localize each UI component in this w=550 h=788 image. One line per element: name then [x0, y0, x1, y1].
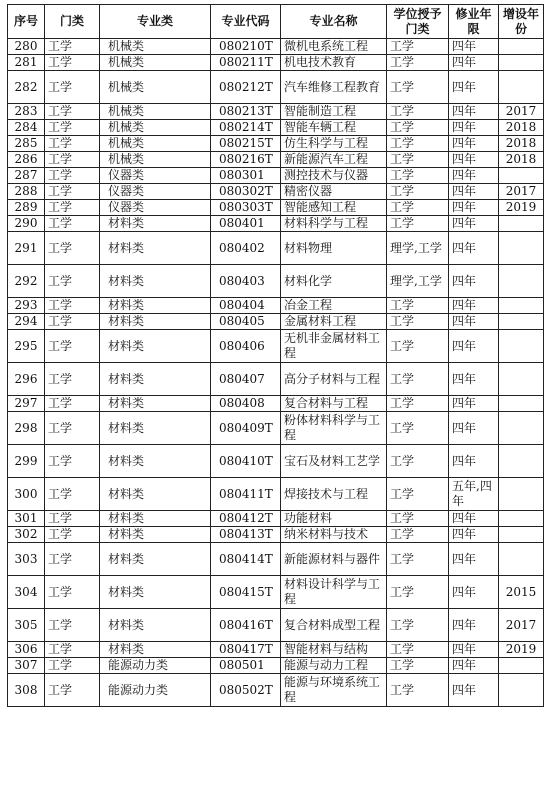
- table-row: [8, 298, 544, 314]
- cell-seq: 302: [8, 527, 45, 543]
- cell-degree: 理学,工学: [387, 232, 449, 265]
- cell-seq: 291: [8, 232, 45, 265]
- table-row: [8, 330, 544, 363]
- table-row: [8, 184, 544, 200]
- cell-code: 080303T: [211, 200, 281, 216]
- cell-code: 080413T: [211, 527, 281, 543]
- cell-name: 智能制造工程: [281, 104, 387, 120]
- cell-year: [499, 527, 544, 543]
- cell-length: 四年: [449, 71, 499, 104]
- cell-year: 2017: [499, 184, 544, 200]
- cell-degree: 工学: [387, 543, 449, 576]
- cell-seq: 307: [8, 658, 45, 674]
- cell-seq: 292: [8, 265, 45, 298]
- cell-length: 四年: [449, 314, 499, 330]
- cell-code: 080401: [211, 216, 281, 232]
- cell-seq: 294: [8, 314, 45, 330]
- cell-code: 080301: [211, 168, 281, 184]
- cell-code: 080502T: [211, 674, 281, 707]
- cell-year: [499, 445, 544, 478]
- cell-length: 四年: [449, 168, 499, 184]
- cell-length: 四年: [449, 609, 499, 642]
- cell-degree: 工学: [387, 216, 449, 232]
- table-row: [8, 216, 544, 232]
- cell-year: [499, 363, 544, 396]
- cell-code: 080404: [211, 298, 281, 314]
- cell-name: 精密仪器: [281, 184, 387, 200]
- cell-year: [499, 478, 544, 511]
- cell-length: 四年: [449, 642, 499, 658]
- cell-name: 无机非金属材料工程: [281, 330, 387, 363]
- cell-door: 工学: [45, 642, 100, 658]
- cell-year: [499, 658, 544, 674]
- cell-degree: 工学: [387, 478, 449, 511]
- cell-seq: 293: [8, 298, 45, 314]
- cell-degree: 工学: [387, 363, 449, 396]
- cell-category: 材料类: [100, 511, 211, 527]
- cell-name: 粉体材料科学与工程: [281, 412, 387, 445]
- table-row: [8, 674, 544, 707]
- cell-category: 材料类: [100, 445, 211, 478]
- cell-seq: 304: [8, 576, 45, 609]
- cell-category: 材料类: [100, 478, 211, 511]
- cell-seq: 298: [8, 412, 45, 445]
- cell-category: 材料类: [100, 363, 211, 396]
- cell-code: 080412T: [211, 511, 281, 527]
- cell-seq: 305: [8, 609, 45, 642]
- header-code: 专业代码: [211, 5, 281, 39]
- cell-seq: 308: [8, 674, 45, 707]
- cell-seq: 295: [8, 330, 45, 363]
- cell-degree: 工学: [387, 330, 449, 363]
- cell-length: 四年: [449, 445, 499, 478]
- cell-degree: 工学: [387, 658, 449, 674]
- cell-code: 080408: [211, 396, 281, 412]
- table-row: [8, 478, 544, 511]
- cell-year: 2017: [499, 609, 544, 642]
- cell-door: 工学: [45, 39, 100, 55]
- cell-degree: 工学: [387, 445, 449, 478]
- table-row: [8, 527, 544, 543]
- cell-length: 四年: [449, 136, 499, 152]
- table-row: [8, 314, 544, 330]
- table-row: [8, 55, 544, 71]
- document-page: [7, 4, 543, 707]
- cell-code: 080214T: [211, 120, 281, 136]
- cell-year: [499, 216, 544, 232]
- table-row: [8, 152, 544, 168]
- cell-name: 新能源汽车工程: [281, 152, 387, 168]
- cell-degree: 理学,工学: [387, 265, 449, 298]
- header-degree: 学位授予门类: [387, 5, 449, 39]
- cell-length: 四年: [449, 39, 499, 55]
- cell-seq: 297: [8, 396, 45, 412]
- cell-seq: 287: [8, 168, 45, 184]
- table-row: [8, 445, 544, 478]
- cell-seq: 290: [8, 216, 45, 232]
- cell-length: 四年: [449, 152, 499, 168]
- cell-length: 四年: [449, 527, 499, 543]
- cell-door: 工学: [45, 232, 100, 265]
- cell-door: 工学: [45, 216, 100, 232]
- header-length: 修业年限: [449, 5, 499, 39]
- cell-door: 工学: [45, 55, 100, 71]
- cell-seq: 306: [8, 642, 45, 658]
- cell-code: 080406: [211, 330, 281, 363]
- cell-code: 080409T: [211, 412, 281, 445]
- cell-category: 仪器类: [100, 168, 211, 184]
- cell-code: 080216T: [211, 152, 281, 168]
- cell-name: 复合材料与工程: [281, 396, 387, 412]
- cell-category: 材料类: [100, 265, 211, 298]
- cell-name: 纳米材料与技术: [281, 527, 387, 543]
- table-row: [8, 576, 544, 609]
- cell-degree: 工学: [387, 396, 449, 412]
- cell-degree: 工学: [387, 104, 449, 120]
- cell-code: 080215T: [211, 136, 281, 152]
- cell-degree: 工学: [387, 298, 449, 314]
- table-row: [8, 71, 544, 104]
- cell-name: 汽车维修工程教育: [281, 71, 387, 104]
- cell-door: 工学: [45, 658, 100, 674]
- cell-category: 能源动力类: [100, 674, 211, 707]
- cell-year: [499, 543, 544, 576]
- cell-degree: 工学: [387, 120, 449, 136]
- cell-length: 五年,四年: [449, 478, 499, 511]
- cell-name: 智能材料与结构: [281, 642, 387, 658]
- cell-degree: 工学: [387, 184, 449, 200]
- cell-name: 智能车辆工程: [281, 120, 387, 136]
- cell-door: 工学: [45, 445, 100, 478]
- cell-category: 机械类: [100, 136, 211, 152]
- cell-year: 2018: [499, 152, 544, 168]
- table-row: [8, 543, 544, 576]
- cell-name: 能源与环境系统工程: [281, 674, 387, 707]
- table-row: [8, 511, 544, 527]
- cell-degree: 工学: [387, 152, 449, 168]
- cell-code: 080417T: [211, 642, 281, 658]
- cell-degree: 工学: [387, 55, 449, 71]
- cell-code: 080402: [211, 232, 281, 265]
- cell-code: 080405: [211, 314, 281, 330]
- cell-length: 四年: [449, 330, 499, 363]
- cell-name: 机电技术教育: [281, 55, 387, 71]
- table-row: [8, 363, 544, 396]
- cell-name: 仿生科学与工程: [281, 136, 387, 152]
- cell-category: 仪器类: [100, 200, 211, 216]
- cell-category: 机械类: [100, 120, 211, 136]
- cell-door: 工学: [45, 314, 100, 330]
- cell-length: 四年: [449, 232, 499, 265]
- cell-seq: 280: [8, 39, 45, 55]
- table-row: [8, 232, 544, 265]
- header-name: 专业名称: [281, 5, 387, 39]
- cell-length: 四年: [449, 200, 499, 216]
- cell-year: [499, 674, 544, 707]
- cell-name: 能源与动力工程: [281, 658, 387, 674]
- table-row: [8, 136, 544, 152]
- cell-name: 焊接技术与工程: [281, 478, 387, 511]
- cell-year: [499, 314, 544, 330]
- cell-length: 四年: [449, 55, 499, 71]
- cell-length: 四年: [449, 511, 499, 527]
- cell-door: 工学: [45, 674, 100, 707]
- cell-year: 2018: [499, 136, 544, 152]
- cell-door: 工学: [45, 298, 100, 314]
- header-category: 专业类: [100, 5, 211, 39]
- cell-year: [499, 511, 544, 527]
- cell-name: 冶金工程: [281, 298, 387, 314]
- cell-name: 金属材料工程: [281, 314, 387, 330]
- cell-degree: 工学: [387, 412, 449, 445]
- cell-seq: 299: [8, 445, 45, 478]
- cell-year: [499, 39, 544, 55]
- cell-door: 工学: [45, 104, 100, 120]
- cell-category: 材料类: [100, 396, 211, 412]
- cell-degree: 工学: [387, 39, 449, 55]
- cell-degree: 工学: [387, 168, 449, 184]
- table-row: [8, 120, 544, 136]
- cell-year: [499, 330, 544, 363]
- table-row: [8, 104, 544, 120]
- cell-door: 工学: [45, 511, 100, 527]
- cell-seq: 286: [8, 152, 45, 168]
- cell-name: 宝石及材料工艺学: [281, 445, 387, 478]
- cell-length: 四年: [449, 576, 499, 609]
- header-door: 门类: [45, 5, 100, 39]
- table-row: [8, 396, 544, 412]
- table-row: [8, 658, 544, 674]
- cell-name: 复合材料成型工程: [281, 609, 387, 642]
- cell-code: 080501: [211, 658, 281, 674]
- cell-door: 工学: [45, 265, 100, 298]
- cell-category: 能源动力类: [100, 658, 211, 674]
- cell-code: 080213T: [211, 104, 281, 120]
- cell-length: 四年: [449, 363, 499, 396]
- cell-length: 四年: [449, 104, 499, 120]
- cell-year: 2018: [499, 120, 544, 136]
- cell-category: 机械类: [100, 71, 211, 104]
- cell-year: [499, 55, 544, 71]
- cell-seq: 300: [8, 478, 45, 511]
- cell-year: 2019: [499, 642, 544, 658]
- cell-degree: 工学: [387, 136, 449, 152]
- cell-year: [499, 168, 544, 184]
- header-seq: 序号: [8, 5, 45, 39]
- cell-year: [499, 412, 544, 445]
- cell-category: 材料类: [100, 543, 211, 576]
- cell-door: 工学: [45, 136, 100, 152]
- cell-code: 080415T: [211, 576, 281, 609]
- cell-name: 材料化学: [281, 265, 387, 298]
- header-year: 增设年份: [499, 5, 544, 39]
- cell-degree: 工学: [387, 527, 449, 543]
- cell-name: 功能材料: [281, 511, 387, 527]
- cell-code: 080403: [211, 265, 281, 298]
- cell-code: 080414T: [211, 543, 281, 576]
- cell-seq: 288: [8, 184, 45, 200]
- cell-category: 材料类: [100, 232, 211, 265]
- cell-door: 工学: [45, 330, 100, 363]
- cell-year: [499, 298, 544, 314]
- cell-door: 工学: [45, 363, 100, 396]
- cell-door: 工学: [45, 543, 100, 576]
- cell-seq: 301: [8, 511, 45, 527]
- cell-seq: 285: [8, 136, 45, 152]
- cell-code: 080302T: [211, 184, 281, 200]
- cell-degree: 工学: [387, 511, 449, 527]
- cell-year: 2019: [499, 200, 544, 216]
- cell-door: 工学: [45, 152, 100, 168]
- cell-category: 机械类: [100, 55, 211, 71]
- cell-seq: 283: [8, 104, 45, 120]
- cell-name: 智能感知工程: [281, 200, 387, 216]
- cell-name: 材料设计科学与工程: [281, 576, 387, 609]
- cell-category: 材料类: [100, 412, 211, 445]
- table-row: [8, 609, 544, 642]
- cell-seq: 289: [8, 200, 45, 216]
- cell-door: 工学: [45, 120, 100, 136]
- cell-degree: 工学: [387, 576, 449, 609]
- major-catalog-table: [7, 4, 544, 707]
- cell-degree: 工学: [387, 314, 449, 330]
- cell-category: 材料类: [100, 216, 211, 232]
- cell-year: 2015: [499, 576, 544, 609]
- cell-length: 四年: [449, 396, 499, 412]
- cell-category: 仪器类: [100, 184, 211, 200]
- cell-name: 高分子材料与工程: [281, 363, 387, 396]
- cell-degree: 工学: [387, 200, 449, 216]
- cell-name: 微机电系统工程: [281, 39, 387, 55]
- table-row: [8, 39, 544, 55]
- cell-seq: 303: [8, 543, 45, 576]
- cell-code: 080411T: [211, 478, 281, 511]
- cell-name: 测控技术与仪器: [281, 168, 387, 184]
- cell-degree: 工学: [387, 674, 449, 707]
- table-row: [8, 412, 544, 445]
- cell-length: 四年: [449, 120, 499, 136]
- cell-door: 工学: [45, 396, 100, 412]
- cell-code: 080210T: [211, 39, 281, 55]
- cell-length: 四年: [449, 658, 499, 674]
- cell-year: [499, 265, 544, 298]
- cell-door: 工学: [45, 168, 100, 184]
- table-row: [8, 642, 544, 658]
- table-row: [8, 200, 544, 216]
- cell-length: 四年: [449, 543, 499, 576]
- cell-code: 080211T: [211, 55, 281, 71]
- cell-year: [499, 232, 544, 265]
- cell-year: [499, 396, 544, 412]
- cell-door: 工学: [45, 184, 100, 200]
- cell-door: 工学: [45, 576, 100, 609]
- cell-code: 080416T: [211, 609, 281, 642]
- cell-category: 材料类: [100, 609, 211, 642]
- cell-length: 四年: [449, 265, 499, 298]
- cell-code: 080212T: [211, 71, 281, 104]
- cell-name: 新能源材料与器件: [281, 543, 387, 576]
- cell-length: 四年: [449, 184, 499, 200]
- table-row: [8, 265, 544, 298]
- cell-seq: 296: [8, 363, 45, 396]
- cell-category: 机械类: [100, 39, 211, 55]
- cell-category: 材料类: [100, 642, 211, 658]
- cell-length: 四年: [449, 412, 499, 445]
- table-row: [8, 168, 544, 184]
- cell-door: 工学: [45, 609, 100, 642]
- cell-year: [499, 71, 544, 104]
- cell-category: 材料类: [100, 527, 211, 543]
- cell-degree: 工学: [387, 642, 449, 658]
- cell-length: 四年: [449, 674, 499, 707]
- cell-category: 机械类: [100, 104, 211, 120]
- cell-category: 材料类: [100, 314, 211, 330]
- cell-seq: 284: [8, 120, 45, 136]
- cell-degree: 工学: [387, 71, 449, 104]
- cell-door: 工学: [45, 527, 100, 543]
- cell-door: 工学: [45, 200, 100, 216]
- cell-seq: 281: [8, 55, 45, 71]
- cell-length: 四年: [449, 216, 499, 232]
- cell-year: 2017: [499, 104, 544, 120]
- cell-door: 工学: [45, 71, 100, 104]
- cell-category: 材料类: [100, 330, 211, 363]
- cell-door: 工学: [45, 412, 100, 445]
- cell-door: 工学: [45, 478, 100, 511]
- cell-category: 机械类: [100, 152, 211, 168]
- cell-name: 材料物理: [281, 232, 387, 265]
- cell-length: 四年: [449, 298, 499, 314]
- cell-code: 080410T: [211, 445, 281, 478]
- cell-code: 080407: [211, 363, 281, 396]
- cell-category: 材料类: [100, 576, 211, 609]
- cell-degree: 工学: [387, 609, 449, 642]
- cell-category: 材料类: [100, 298, 211, 314]
- table-header-row: [8, 5, 544, 39]
- cell-name: 材料科学与工程: [281, 216, 387, 232]
- cell-seq: 282: [8, 71, 45, 104]
